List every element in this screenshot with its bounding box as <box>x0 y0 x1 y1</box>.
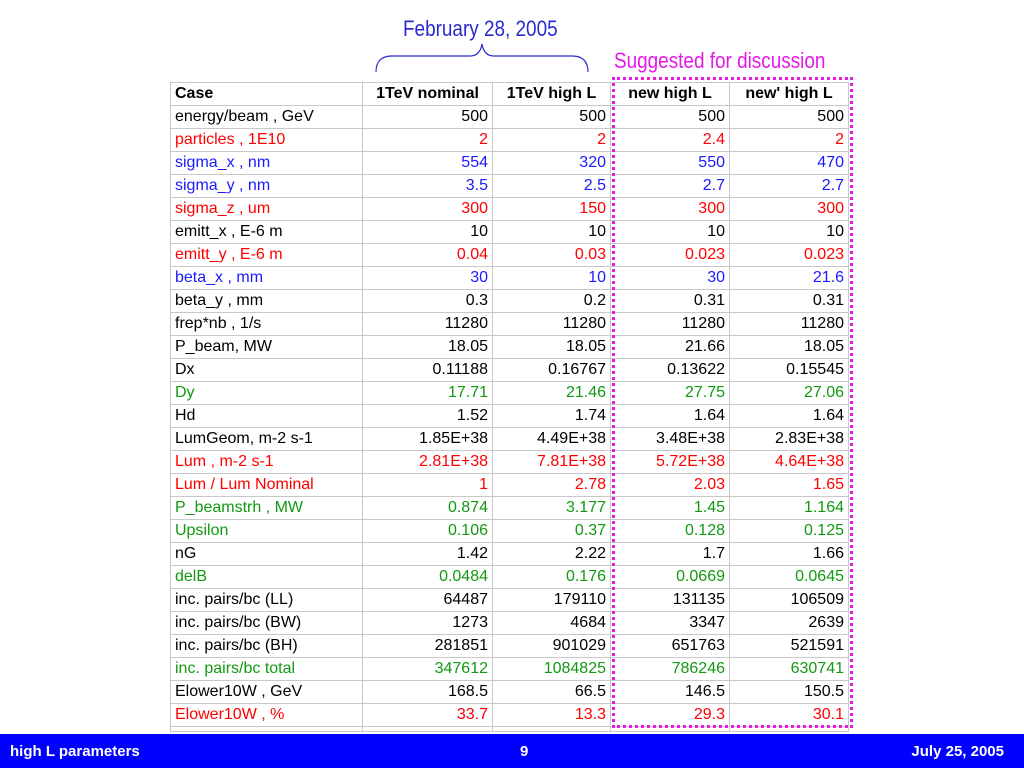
cell-value: 2.83E+38 <box>730 428 849 451</box>
cell-value: 150.5 <box>730 681 849 704</box>
cell-value: 3.177 <box>493 497 611 520</box>
row-label: emitt_y , E-6 m <box>171 244 363 267</box>
empty-cell <box>493 727 611 732</box>
row-label: inc. pairs/bc (BH) <box>171 635 363 658</box>
cell-value: 106509 <box>730 589 849 612</box>
table-body <box>171 106 849 732</box>
row-label: Dx <box>171 359 363 382</box>
cell-value: 4.49E+38 <box>493 428 611 451</box>
cell-value: 0.176 <box>493 566 611 589</box>
column-header-new-high-l: new high L <box>611 83 730 106</box>
cell-value: 0.0484 <box>363 566 493 589</box>
row-label: beta_y , mm <box>171 290 363 313</box>
cell-value: 168.5 <box>363 681 493 704</box>
column-header-new-prime-high-l: new' high L <box>730 83 849 106</box>
cell-value: 0.874 <box>363 497 493 520</box>
cell-value: 2.81E+38 <box>363 451 493 474</box>
row-label: sigma_y , nm <box>171 175 363 198</box>
cell-value: 1 <box>363 474 493 497</box>
row-label: emitt_x , E-6 m <box>171 221 363 244</box>
cell-value: 500 <box>730 106 849 129</box>
table-row <box>171 474 849 497</box>
cell-value: 179110 <box>493 589 611 612</box>
row-label: particles , 1E10 <box>171 129 363 152</box>
column-header-1tev-high-l: 1TeV high L <box>493 83 611 106</box>
cell-value: 0.37 <box>493 520 611 543</box>
table-row <box>171 704 849 727</box>
cell-value: 0.0669 <box>611 566 730 589</box>
cell-value: 10 <box>363 221 493 244</box>
cell-value: 901029 <box>493 635 611 658</box>
cell-value: 0.023 <box>611 244 730 267</box>
cell-value: 300 <box>730 198 849 221</box>
cell-value: 1.45 <box>611 497 730 520</box>
cell-value: 7.81E+38 <box>493 451 611 474</box>
cell-value: 4.64E+38 <box>730 451 849 474</box>
cell-value: 1.52 <box>363 405 493 428</box>
cell-value: 500 <box>611 106 730 129</box>
cell-value: 347612 <box>363 658 493 681</box>
table-row <box>171 336 849 359</box>
cell-value: 66.5 <box>493 681 611 704</box>
cell-value: 10 <box>493 221 611 244</box>
cell-value: 18.05 <box>363 336 493 359</box>
empty-cell <box>611 727 730 732</box>
cell-value: 1084825 <box>493 658 611 681</box>
cell-value: 0.13622 <box>611 359 730 382</box>
cell-value: 150 <box>493 198 611 221</box>
row-label: P_beamstrh , MW <box>171 497 363 520</box>
cell-value: 3347 <box>611 612 730 635</box>
cell-value: 300 <box>611 198 730 221</box>
table-row <box>171 359 849 382</box>
table-row <box>171 727 849 732</box>
table-row <box>171 451 849 474</box>
table-row <box>171 152 849 175</box>
row-label: Elower10W , GeV <box>171 681 363 704</box>
table-row <box>171 612 849 635</box>
curly-brace-icon <box>374 42 590 74</box>
cell-value: 4684 <box>493 612 611 635</box>
footer-title: high L parameters <box>10 743 140 760</box>
row-label: Lum / Lum Nominal <box>171 474 363 497</box>
cell-value: 10 <box>730 221 849 244</box>
cell-value: 320 <box>493 152 611 175</box>
table-row <box>171 681 849 704</box>
row-label: inc. pairs/bc (BW) <box>171 612 363 635</box>
table-row <box>171 497 849 520</box>
cell-value: 2.22 <box>493 543 611 566</box>
cell-value: 33.7 <box>363 704 493 727</box>
cell-value: 500 <box>493 106 611 129</box>
table-row <box>171 635 849 658</box>
table-row <box>171 405 849 428</box>
table-row <box>171 198 849 221</box>
table-row <box>171 566 849 589</box>
row-label: sigma_z , um <box>171 198 363 221</box>
cell-value: 5.72E+38 <box>611 451 730 474</box>
cell-value: 11280 <box>493 313 611 336</box>
cell-value: 11280 <box>611 313 730 336</box>
table-row <box>171 129 849 152</box>
table-row <box>171 244 849 267</box>
cell-value: 10 <box>493 267 611 290</box>
row-label: Upsilon <box>171 520 363 543</box>
cell-value: 554 <box>363 152 493 175</box>
cell-value: 1.85E+38 <box>363 428 493 451</box>
cell-value: 2.7 <box>730 175 849 198</box>
row-label: sigma_x , nm <box>171 152 363 175</box>
cell-value: 0.2 <box>493 290 611 313</box>
cell-value: 0.106 <box>363 520 493 543</box>
cell-value: 131135 <box>611 589 730 612</box>
cell-value: 550 <box>611 152 730 175</box>
table-row <box>171 543 849 566</box>
cell-value: 1.74 <box>493 405 611 428</box>
cell-value: 1.64 <box>730 405 849 428</box>
cell-value: 13.3 <box>493 704 611 727</box>
row-label: P_beam, MW <box>171 336 363 359</box>
cell-value: 0.31 <box>730 290 849 313</box>
cell-value: 0.15545 <box>730 359 849 382</box>
cell-value: 0.023 <box>730 244 849 267</box>
cell-value: 3.5 <box>363 175 493 198</box>
cell-value: 21.46 <box>493 382 611 405</box>
table-row <box>171 589 849 612</box>
row-label: nG <box>171 543 363 566</box>
cell-value: 3.48E+38 <box>611 428 730 451</box>
cell-value: 30 <box>363 267 493 290</box>
row-label: Lum , m-2 s-1 <box>171 451 363 474</box>
cell-value: 30 <box>611 267 730 290</box>
cell-value: 2639 <box>730 612 849 635</box>
cell-value: 1.7 <box>611 543 730 566</box>
cell-value: 786246 <box>611 658 730 681</box>
row-label: Hd <box>171 405 363 428</box>
parameters-table <box>170 82 849 732</box>
cell-value: 18.05 <box>730 336 849 359</box>
cell-value: 0.31 <box>611 290 730 313</box>
cell-value: 1273 <box>363 612 493 635</box>
cell-value: 2.03 <box>611 474 730 497</box>
cell-value: 0.0645 <box>730 566 849 589</box>
cell-value: 18.05 <box>493 336 611 359</box>
cell-value: 0.16767 <box>493 359 611 382</box>
table-row <box>171 106 849 129</box>
row-label: inc. pairs/bc (LL) <box>171 589 363 612</box>
cell-value: 2 <box>493 129 611 152</box>
cell-value: 2.5 <box>493 175 611 198</box>
cell-value: 21.6 <box>730 267 849 290</box>
table-header-row <box>171 83 849 106</box>
table-row <box>171 221 849 244</box>
cell-value: 500 <box>363 106 493 129</box>
cell-value: 21.66 <box>611 336 730 359</box>
row-label: inc. pairs/bc total <box>171 658 363 681</box>
cell-value: 0.125 <box>730 520 849 543</box>
cell-value: 2 <box>363 129 493 152</box>
footer-bar <box>0 734 1024 768</box>
cell-value: 651763 <box>611 635 730 658</box>
cell-value: 30.1 <box>730 704 849 727</box>
cell-value: 29.3 <box>611 704 730 727</box>
table-row <box>171 290 849 313</box>
cell-value: 10 <box>611 221 730 244</box>
cell-value: 27.06 <box>730 382 849 405</box>
table-row <box>171 382 849 405</box>
cell-value: 11280 <box>363 313 493 336</box>
footer-date: July 25, 2005 <box>911 743 1004 760</box>
row-label: Elower10W , % <box>171 704 363 727</box>
row-label: frep*nb , 1/s <box>171 313 363 336</box>
column-header-case: Case <box>171 83 363 106</box>
row-label: delB <box>171 566 363 589</box>
column-header-1tev-nominal: 1TeV nominal <box>363 83 493 106</box>
cell-value: 281851 <box>363 635 493 658</box>
row-label: beta_x , mm <box>171 267 363 290</box>
cell-value: 2.4 <box>611 129 730 152</box>
cell-value: 0.03 <box>493 244 611 267</box>
cell-value: 1.164 <box>730 497 849 520</box>
cell-value: 0.128 <box>611 520 730 543</box>
table-row <box>171 267 849 290</box>
cell-value: 64487 <box>363 589 493 612</box>
table-row <box>171 313 849 336</box>
cell-value: 300 <box>363 198 493 221</box>
cell-value: 17.71 <box>363 382 493 405</box>
row-label: Dy <box>171 382 363 405</box>
table-row <box>171 175 849 198</box>
suggestion-label: Suggested for discussion <box>614 48 826 73</box>
row-label: LumGeom, m-2 s-1 <box>171 428 363 451</box>
cell-value: 11280 <box>730 313 849 336</box>
cell-value: 1.66 <box>730 543 849 566</box>
cell-value: 1.65 <box>730 474 849 497</box>
cell-value: 146.5 <box>611 681 730 704</box>
cell-value: 630741 <box>730 658 849 681</box>
empty-cell <box>730 727 849 732</box>
cell-value: 2.78 <box>493 474 611 497</box>
cell-value: 27.75 <box>611 382 730 405</box>
date-label: February 28, 2005 <box>403 16 558 41</box>
cell-value: 0.3 <box>363 290 493 313</box>
cell-value: 521591 <box>730 635 849 658</box>
cell-value: 2 <box>730 129 849 152</box>
cell-value: 470 <box>730 152 849 175</box>
table-row <box>171 520 849 543</box>
cell-value: 2.7 <box>611 175 730 198</box>
page-number: 9 <box>520 743 529 760</box>
empty-cell <box>171 727 363 732</box>
cell-value: 1.64 <box>611 405 730 428</box>
row-label: energy/beam , GeV <box>171 106 363 129</box>
cell-value: 0.04 <box>363 244 493 267</box>
table-row <box>171 428 849 451</box>
cell-value: 0.11188 <box>363 359 493 382</box>
table-row <box>171 658 849 681</box>
cell-value: 1.42 <box>363 543 493 566</box>
empty-cell <box>363 727 493 732</box>
